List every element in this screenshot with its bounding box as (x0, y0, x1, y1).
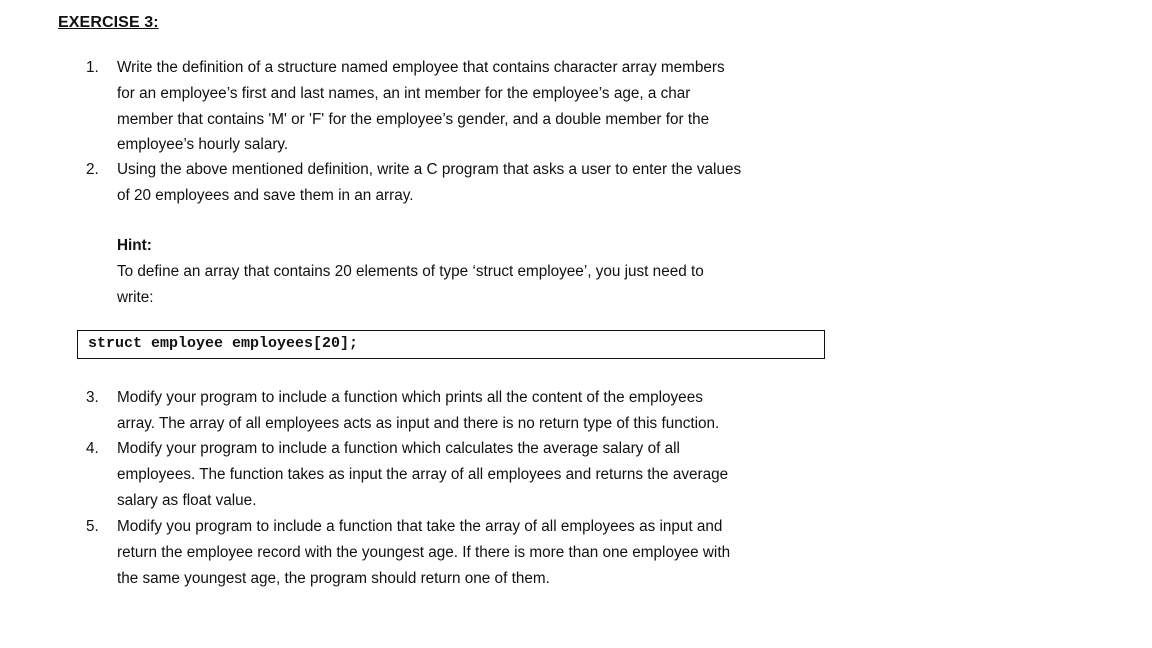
item-line: member that contains 'M' or 'F' for the employee’s gender, and a double member for the (117, 110, 710, 128)
item-text (117, 157, 817, 209)
code-snippet: struct employee employees[20]; (88, 335, 359, 352)
item-number: 5. (86, 518, 99, 535)
code-snippet-box (77, 330, 825, 359)
item-number: 3. (86, 389, 99, 406)
item-number: 1. (86, 59, 99, 76)
hint-title: Hint: (117, 237, 152, 254)
hint-block (117, 233, 704, 311)
item-line: the same youngest age, the program should return one of them. (117, 569, 550, 587)
item-line: Modify your program to include a function which calculates the average salary of all (117, 440, 680, 457)
item-text (117, 514, 817, 591)
item-line: Write the definition of a structure named employee that contains character array members (117, 59, 725, 76)
item-line: Using the above mentioned definition, write a C program that asks a user to enter the values (117, 161, 742, 178)
exercise-heading: EXERCISE 3: (58, 14, 159, 31)
item-text (117, 385, 817, 437)
item-line: employees. The function takes as input the array of all employees and returns the average (117, 465, 729, 483)
item-line: Modify your program to include a function which prints all the content of the employees (117, 389, 703, 406)
item-number: 4. (86, 440, 99, 457)
hint-line: To define an array that contains 20 elements of type ‘struct employee’, you just need to (117, 263, 704, 280)
item-line: Modify you program to include a function that take the array of all employees as input and (117, 518, 723, 535)
item-line: employee’s hourly salary. (117, 136, 289, 154)
item-line: return the employee record with the youngest age. If there is more than one employee with (117, 543, 731, 561)
hint-line: write: (117, 289, 154, 306)
item-line: salary as float value. (117, 491, 257, 509)
item-text (117, 55, 817, 158)
item-number: 2. (86, 161, 99, 178)
item-line: array. The array of all employees acts as input and there is no return type of this function. (117, 414, 720, 432)
item-line: of 20 employees and save them in an array. (117, 186, 414, 204)
item-line: for an employee’s first and last names, an int member for the employee’s age, a char (117, 84, 691, 102)
item-text (117, 436, 817, 513)
